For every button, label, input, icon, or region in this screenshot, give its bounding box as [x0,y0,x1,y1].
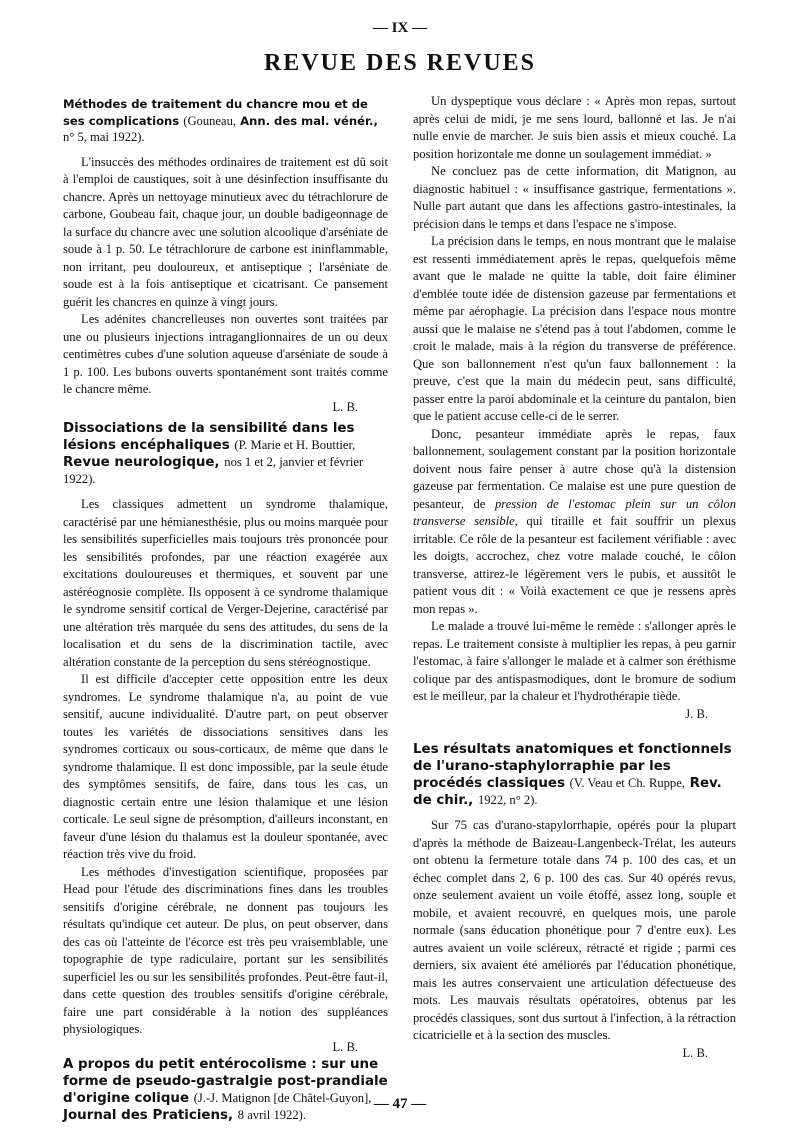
right-column [413,93,736,1062]
article-title: Les résultats anatomiques et fonctionnels de l'urano-staphylorraphie par les procédés classiques (V. Veau et Ch. Ruppe, Rev. de chir., 1922, n° 2). [413,742,732,808]
roman-page-number: — IX — [372,20,428,36]
article-title: Méthodes de traitement du chancre mou et de ses complications (Gouneau, Ann. des mal. vénér., n° 5, mai 1922). [63,97,378,144]
paragraph: Donc, pesanteur immédiate après le repas, faux ballonnement, soulagement constant par la position horizontale doivent nous faire penser à autre chose qu'à la distension gazeuse par fermentation. Ce malaise est une pure question de pesanteur, de pression de l'estomac plein sur un côlon transverse sensible, qui tiraille et fait souffrir un plexus irritable. Ce rôle de la pesanteur est facilement vérifiable : avec les doigts, accrochez, chez votre malade couché, le côlon transverse, attirez-le légèrement vers le pubis, et aussitôt le patient vous dit : « Voilà exactement ce que je ressens après mon repas ». [413,426,736,616]
paragraph: L'insuccès des méthodes ordinaires de traitement est dû soit à l'emploi de caustiques, soit à une désinfection insuffisante du chancre. Après un nettoyage minutieux avec du tétrachlorure de carbone, Goubeau fait, chaque jour, un double badigeonnage de la surface du chancre avec une solution alcoolique d'arséniate de soude à 1 p. 50. Le tétrachlorure de carbone est ininflammable, non irritant, peu douloureux, et antiseptique ; l'arséniate de soude est à la fois antiseptique et cicatrisant. Ce pansement guérit les chancres en quinze à vingt jours. [63,154,389,309]
paragraph: Il est difficile d'accepter cette opposition entre les deux syndromes. Le syndrome thalamique n'a, au point de vue sensitif, aucune individualité. D'autre part, on peut observer toutes les variétés de dissociations sensitives dans les syndromes corticaux ou sous-corticaux, de même que dans le syndrome thalamique. Il est donc impossible, par la seule étude des symptômes sensitifs, de faire, dans tous les cas, un diagnostic certain entre une lésion thalamique et une lésion corticale. Le seul signe de présomption, d'ailleurs inconstant, en faveur d'une lésion du thalamus est la douleur spontanée, avec réaction très vive du froid. [63,672,388,861]
paragraph: La précision dans le temps, en nous montrant que le malaise est ressenti immédiatement après le repas, quelquefois même avant que le malade ne quitte la table, doit faire éliminer d'emblée toute idée de distension gazeuse par fermentations et même par aérophagie. La précision dans l'espace nous montre aussi que le malaise ne s'étend pas à tout l'abdomen, comme le croit le malade, mais à la région du transverse de préférence. Que son ballonnement n'est qu'un faux ballonnement : la preuve, c'est que la main du médecin peut, sans difficulté, passer entre la paroi abdominale et la ceinture du pantalon, bien que le patient accuse celle-ci de le serrer. [413,234,736,423]
article-urano [413,741,736,1062]
article-chancre [63,96,388,416]
article-title: A propos du petit entérocolisme : sur une forme de pseudo-gastralgie post-prandiale d'origine colique (J.-J. Matignon [de Châtel-Guyon], Journal des Praticiens, 8 avril 1922). [63,1057,388,1123]
paragraph: Les classiques admettent un syndrome thalamique, caractérisé par une hémianesthésie, plus ou moins marquée pour les sensibilités superficielles mais toujours très prononcée pour les sensibilités profondes, par une réaction exagérée aux excitations douloureuses et thermiques, et souvent par une astéréognosie complète. Ils opposent à ce syndrome thalamique le syndrome sensitif cortical de Verger-Dejerine, caractérisé par une altération très marquée du sens des attitudes, du sens de la localisation et du sens de la discrimination tactile, avec altération constante de la perception du sens stéréognostique. [63,497,388,669]
article-enterocolisme-title [63,1056,388,1124]
signature: L. B. [332,399,358,414]
page-number: — 47 — [373,1096,427,1112]
paragraph: Les adénites chancrelleuses non ouvertes sont traitées par une ou plusieurs injections intraganglionnaires de un ou deux centimètres cubes d'une solution aqueuse d'arséniate de soude à 1 p. 100. Les bubons ouverts spontanément sont traités comme le chancre même. [63,312,388,396]
article-sensibilite [63,420,388,1056]
paragraph: Le malade a trouvé lui-même le remède : s'allonger après le repas. Le traitement consiste à multiplier les repas, à peu garnir l'estomac, à faire s'allonger le malade et à calmer son éréthisme colique par des antispasmodiques, dont le bromure de sodium est le meilleur, par la chaleur et l'hydrothérapie tiède. [413,619,736,703]
left-column [63,96,388,1124]
paragraph: Ne concluez pas de cette information, dit Matignon, au diagnostic habituel : « insuffisance gastrique, fermentations ». Nulle part autant que dans les affections gastro-intestinales, la précision dans le temps et dans l'espace ne s'impose. [413,164,736,231]
section-title: REVUE DES REVUES [263,50,537,76]
signature: L. B. [332,1039,358,1054]
article-title: Dissociations de la sensibilité dans les lésions encéphaliques (P. Marie et H. Bouttier, Revue neurologique, nos 1 et 2, janvier et février 1922). [63,421,364,486]
paragraph: Un dyspeptique vous déclare : « Après mon repas, surtout après celui de midi, je me sens lourd, ballonné et las. Je n'ai nulle envie de marcher. Je suis bien assis et mieux couché. La position horizontale me donne un soulagement immédiat. » [413,94,736,161]
paragraph: Sur 75 cas d'urano-stapylorrhapie, opérés pour la plupart d'après la méthode de Baizeau-Langenbeck-Trélat, les auteurs ont obtenu la fermeture totale dans 74 p. 100 des cas, et un échec complet dans 2, 6 p. 100 des cas. Sur 40 opérés revus, onze seulement avaient un voile étoffé, assez long, souple et mobile, et avaient recouvré, en quelques mois, une parole normale (sans éducation phonétique pour 7 d'entre eux). Les autres avaient un voile scléreux, rétracté et rigide ; parmi ces derniers, six avaient été améliorés par l'éducation phonétique, mais les autres conservaient une articulation défectueuse des mots. Les mauvais résultats opératoires, obtenus par les procédés classiques, sont dus surtout à l'infection, à la rétraction cicatricielle et à la section des muscles. [413,818,736,1042]
signature: J. B. [685,706,708,721]
paragraph: Les méthodes d'investigation scientifique, proposées par Head pour l'étude des discriminations fines dans les troubles sensitifs d'origine cérébrale, ne donnent pas toujours les résultats qu'indique cet auteur. De plus, on peut observer, dans des cas où l'atteinte de l'écorce est très peu vraisemblable, une topographie de type radiculaire, portant sur les sensibilités superficiel les ou sur les sensibilités profondes. Peut-être faut-il, dans cette question des troubles sensitifs d'origine cérébrale, faire une part considérable à la notion des suppléances physiologiques. [63,864,388,1036]
signature: L. B. [682,1045,708,1060]
article-enterocolisme-body [413,93,736,723]
